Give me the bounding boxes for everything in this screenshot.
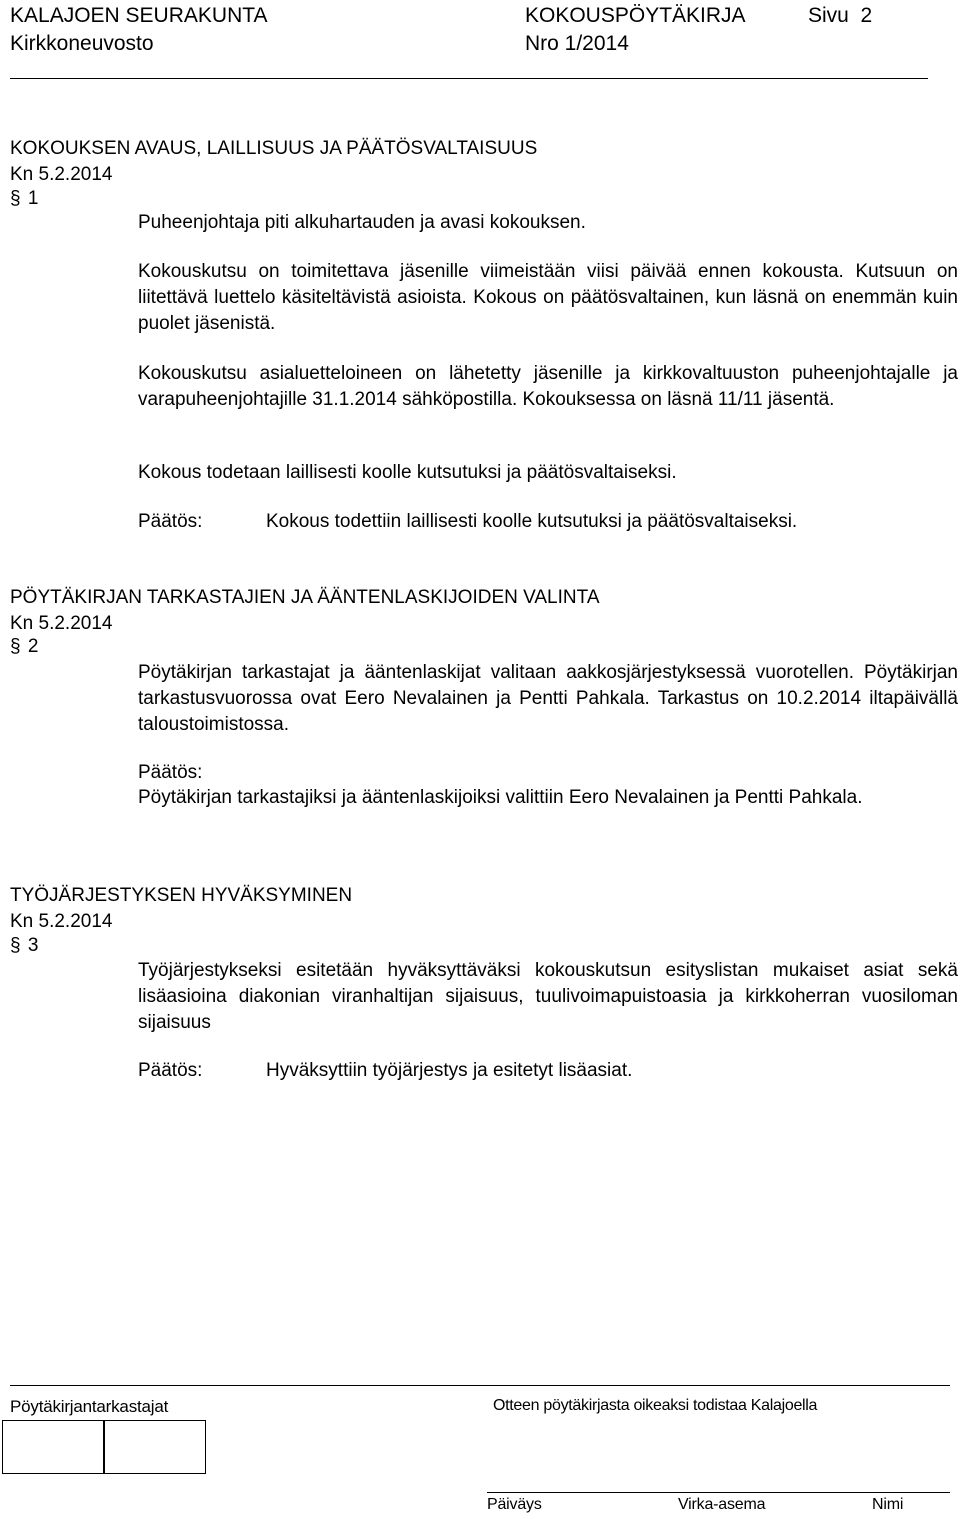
section-number: 1 bbox=[27, 188, 39, 209]
section-3-decision: Hyväksyttiin työjärjestys ja esitetyt lisäasiat. bbox=[266, 1060, 633, 1081]
section-1-paragraph-2: Kokouskutsu on toimitettava jäsenille viimeistään viisi päivää ennen kokousta. Kutsuun on liitettävä luettelo käsiteltävistä asioista. Kokous on päätösvaltainen, kun läsnä on enemmän kuin puolet jäsenistä. bbox=[138, 261, 958, 334]
section-1-number bbox=[10, 188, 38, 210]
section-2-date: Kn 5.2.2014 bbox=[10, 613, 113, 634]
section-number: 3 bbox=[27, 935, 39, 956]
footer-divider bbox=[10, 1385, 950, 1386]
section-1-decision: Kokous todettiin laillisesti koolle kutsutuksi ja päätösvaltaiseksi. bbox=[266, 511, 798, 532]
section-1-date: Kn 5.2.2014 bbox=[10, 164, 113, 185]
section-3-number bbox=[10, 935, 38, 957]
section-2-paragraph-1: Pöytäkirjan tarkastajat ja ääntenlaskijat valitaan aakkosjärjestyksessä vuorotellen. Pöytäkirjan tarkastusvuorossa ovat Eero Nevalainen ja Pentti Pahkala. Tarkastus on 10.2.2014 iltapäivällä taloustoimistossa. bbox=[138, 662, 958, 735]
footer-position-label: Virka-asema bbox=[678, 1496, 766, 1513]
header-number: Nro 1/2014 bbox=[525, 32, 629, 55]
header-divider bbox=[10, 78, 928, 79]
section-1-title: KOKOUKSEN AVAUS, LAILLISUUS JA PÄÄTÖSVALTAISUUS bbox=[10, 138, 538, 159]
section-symbol: § bbox=[10, 188, 21, 209]
footer-signature-line bbox=[487, 1492, 950, 1493]
header-doc-type: KOKOUSPÖYTÄKIRJA bbox=[525, 4, 746, 27]
section-number: 2 bbox=[27, 636, 39, 657]
section-3-date: Kn 5.2.2014 bbox=[10, 911, 113, 932]
section-2-number bbox=[10, 636, 38, 658]
section-1-paragraph-3: Kokouskutsu asialuetteloineen on lähetetty jäsenille ja kirkkovaltuuston puheenjohtajalle ja varapuheenjohtajille 31.1.2014 sähköpostilla. Kokouksessa on läsnä 11/11 jäsentä. bbox=[138, 363, 958, 410]
section-symbol: § bbox=[10, 636, 21, 657]
section-1-paragraph-1: Puheenjohtaja piti alkuhartauden ja avasi kokouksen. bbox=[138, 212, 586, 233]
header-org: KALAJOEN SEURAKUNTA bbox=[10, 4, 268, 27]
section-symbol: § bbox=[10, 935, 21, 956]
section-3-paragraph-1: Työjärjestykseksi esitetään hyväksyttäväksi kokouskutsun esityslistan mukaiset asiat sekä lisäasioina diakonian viranhaltijan sijaisuus, tuulivoimapuistoasia ja kirkkoherran vuosiloman sijaisuus bbox=[138, 960, 958, 1033]
footer-name-label: Nimi bbox=[872, 1496, 904, 1513]
section-2-decision-label: Päätös: bbox=[138, 762, 203, 783]
signature-box-2 bbox=[104, 1420, 206, 1474]
header-body: Kirkkoneuvosto bbox=[10, 32, 154, 55]
section-1-paragraph-4: Kokous todetaan laillisesti koolle kutsutuksi ja päätösvaltaiseksi. bbox=[138, 462, 677, 483]
signature-box-1 bbox=[2, 1420, 104, 1474]
section-3-title: TYÖJÄRJESTYKSEN HYVÄKSYMINEN bbox=[10, 885, 353, 906]
section-2-decision: Pöytäkirjan tarkastajiksi ja ääntenlaskijoiksi valittiin Eero Nevalainen ja Pentti Pahkala. bbox=[138, 787, 863, 808]
footer-date-label: Päiväys bbox=[487, 1496, 542, 1513]
section-2-title: PÖYTÄKIRJAN TARKASTAJIEN JA ÄÄNTENLASKIJOIDEN VALINTA bbox=[10, 587, 600, 608]
footer-certify-label: Otteen pöytäkirjasta oikeaksi todistaa Kalajoella bbox=[493, 1397, 818, 1414]
section-1-decision-label: Päätös: bbox=[138, 511, 203, 532]
section-3-decision-label: Päätös: bbox=[138, 1060, 203, 1081]
header-page: Sivu 2 bbox=[808, 4, 873, 27]
footer-reviewers-label: Pöytäkirjantarkastajat bbox=[10, 1397, 169, 1416]
